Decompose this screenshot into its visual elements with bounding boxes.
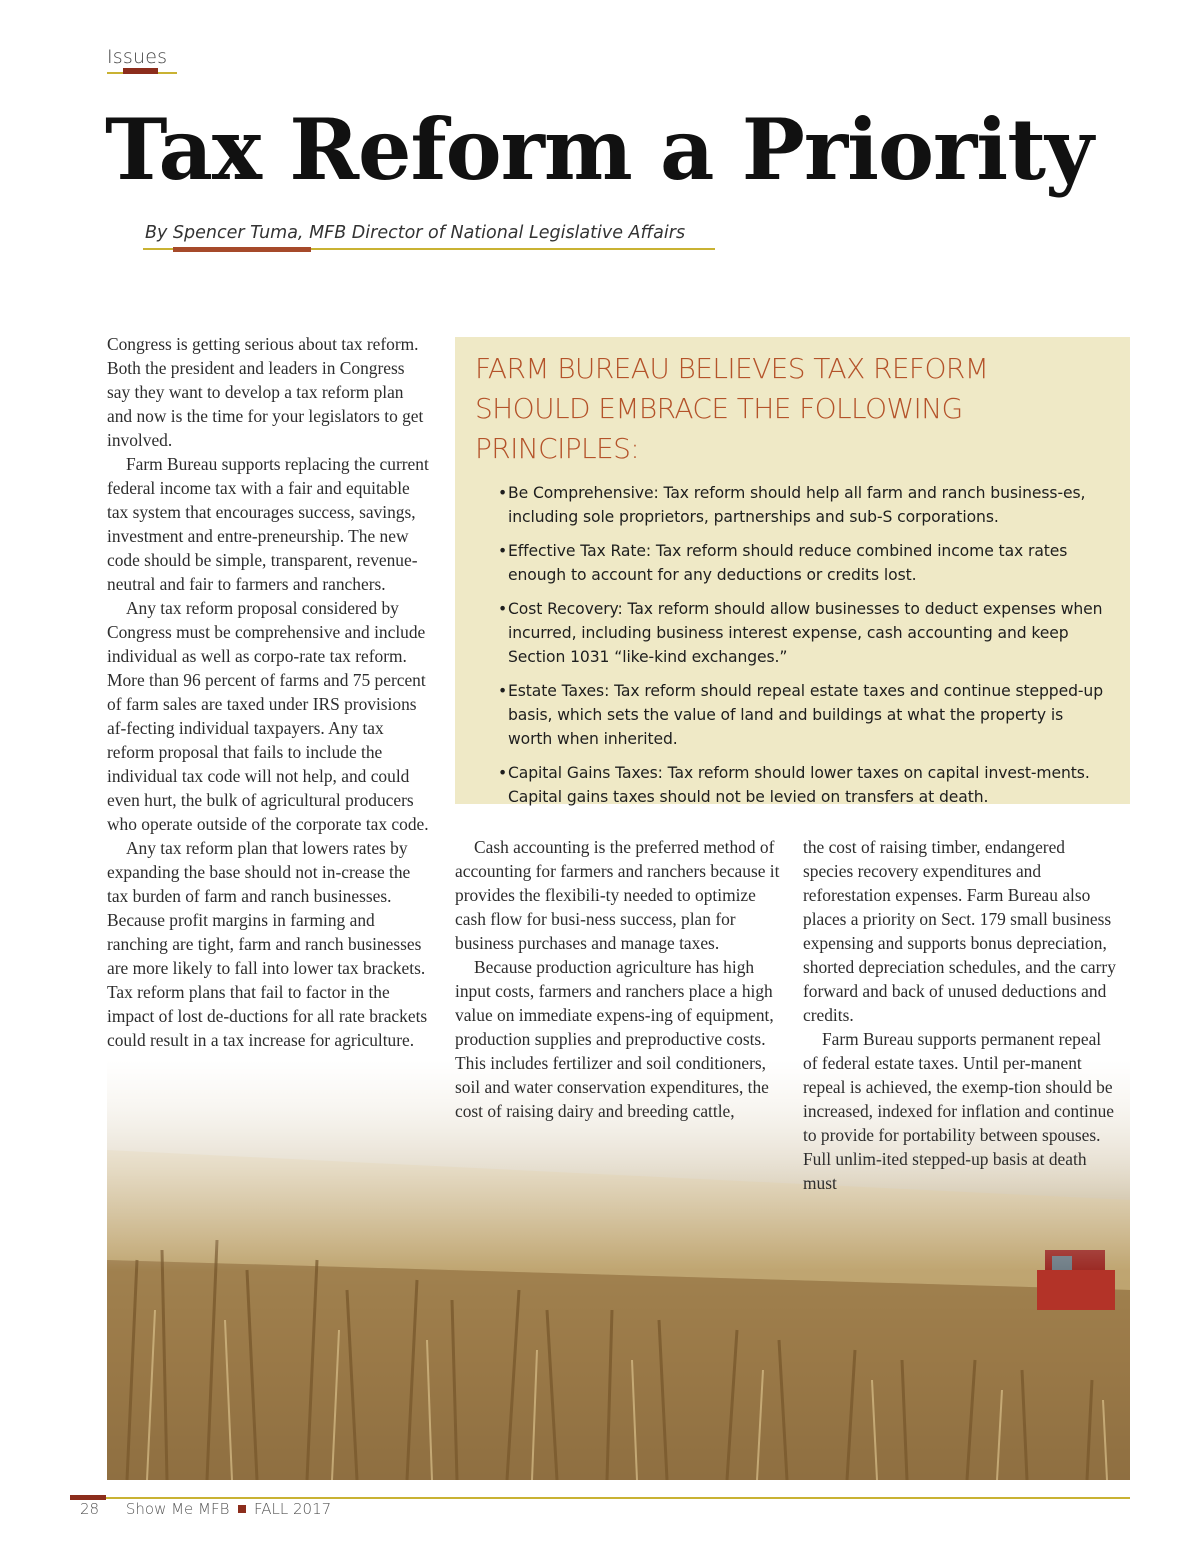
footer-rule	[70, 1497, 1130, 1499]
principle-item	[498, 539, 1110, 587]
principle-text: Estate Taxes: Tax reform should repeal estate taxes and continue stepped-up basis, which sets the value of land and buildings at what the property is worth when inherited.	[508, 682, 1103, 748]
page-number: 28	[80, 1500, 100, 1518]
principle-text: Effective Tax Rate: Tax reform should reduce combined income tax rates enough to account for any deductions or credits lost.	[508, 542, 1068, 584]
article-column-middle	[455, 835, 780, 1123]
sidebar-heading: FARM BUREAU BELIEVES TAX REFORM SHOULD EMBRACE THE FOLLOWING PRINCIPLES:	[475, 352, 989, 465]
page-footer	[80, 1500, 331, 1518]
bullet-icon: •	[498, 542, 508, 560]
bullet-icon: •	[498, 764, 508, 782]
paragraph: Any tax reform proposal considered by Congress must be comprehensive and include individual as well as corpo-rate tax reform. More than 96 percent of farms and 75 percent of farm sales are taxed under IRS provisions af-fecting individual taxpayers. Any tax reform proposal that fails to include the individual tax code will not help, and could even hurt, the bulk of agricultural producers who operate outside of the corporate tax code.	[107, 598, 429, 834]
headline: Tax Reform a Priority	[105, 100, 1093, 199]
principle-item	[498, 761, 1110, 809]
paragraph: Congress is getting serious about tax reform. Both the president and leaders in Congress say they want to develop a tax reform plan and now is the time for your legislators to get involved.	[107, 334, 424, 450]
paragraph: Cash accounting is the preferred method of accounting for farmers and ranchers because it provides the flexibili-ty needed to optimize cash flow for busi-ness success, plan for business purchases and manage taxes.	[455, 837, 780, 953]
paragraph: the cost of raising timber, endangered species recovery expenditures and reforestation expenses. Farm Bureau also places a priority on Sect. 179 small business expensing and supports bonus depreciation, shorted depreciation schedules, and the carry forward and back of unused deductions and credits.	[803, 837, 1116, 1025]
byline-rule-accent	[173, 247, 311, 252]
article-column-right	[803, 835, 1118, 1195]
square-separator-icon	[238, 1505, 246, 1513]
paragraph: Farm Bureau supports replacing the current federal income tax with a fair and equitable tax system that encourages success, savings, investment and entre-preneurship. The new code should be simple, transparent, revenue-neutral and fair to farmers and ranchers.	[107, 454, 429, 594]
principle-text: Capital Gains Taxes: Tax reform should lower taxes on capital invest-ments. Capital gains taxes should not be levied on transfers at death.	[508, 764, 1090, 806]
byline: By Spencer Tuma, MFB Director of National Legislative Affairs	[145, 223, 686, 243]
bullet-icon: •	[498, 600, 508, 618]
principle-text: Be Comprehensive: Tax reform should help all farm and ranch business-es, including sole proprietors, partnerships and sub-S corporations.	[508, 484, 1086, 526]
principle-item	[498, 481, 1110, 529]
issue-label: FALL 2017	[254, 1500, 332, 1518]
section-rule-accent	[123, 68, 158, 74]
publication-name: Show Me MFB	[125, 1500, 230, 1518]
principle-text: Cost Recovery: Tax reform should allow businesses to deduct expenses when incurred, including business interest expense, cash accounting and keep Section 1031 “like-kind exchanges.”	[508, 600, 1103, 666]
bullet-icon: •	[498, 682, 508, 700]
article-column-left	[107, 332, 432, 1052]
principle-item	[498, 679, 1110, 751]
bullet-icon: •	[498, 484, 508, 502]
paragraph: Because production agriculture has high input costs, farmers and ranchers place a high value on immediate expens-ing of equipment, production supplies and preproductive costs. This includes fertilizer and soil conditioners, soil and water conservation expenditures, the cost of raising dairy and breeding cattle,	[455, 957, 774, 1121]
paragraph: Farm Bureau supports permanent repeal of federal estate taxes. Until per-manent repeal is achieved, the exemp-tion should be increased, indexed for inflation and continue to provide for portability between spouses. Full unlim-ited stepped-up basis at death must	[803, 1029, 1114, 1193]
principles-sidebar	[455, 337, 1130, 804]
principle-item	[498, 597, 1110, 669]
section-label: Issues	[107, 46, 168, 68]
paragraph: Any tax reform plan that lowers rates by expanding the base should not in-crease the tax burden of farm and ranch businesses. Because profit margins in farming and ranching are tight, farm and ranch businesses are more likely to fall into lower tax brackets. Tax reform plans that fail to factor in the impact of lost de-ductions for all rate brackets could result in a tax increase for agriculture.	[107, 838, 428, 1050]
